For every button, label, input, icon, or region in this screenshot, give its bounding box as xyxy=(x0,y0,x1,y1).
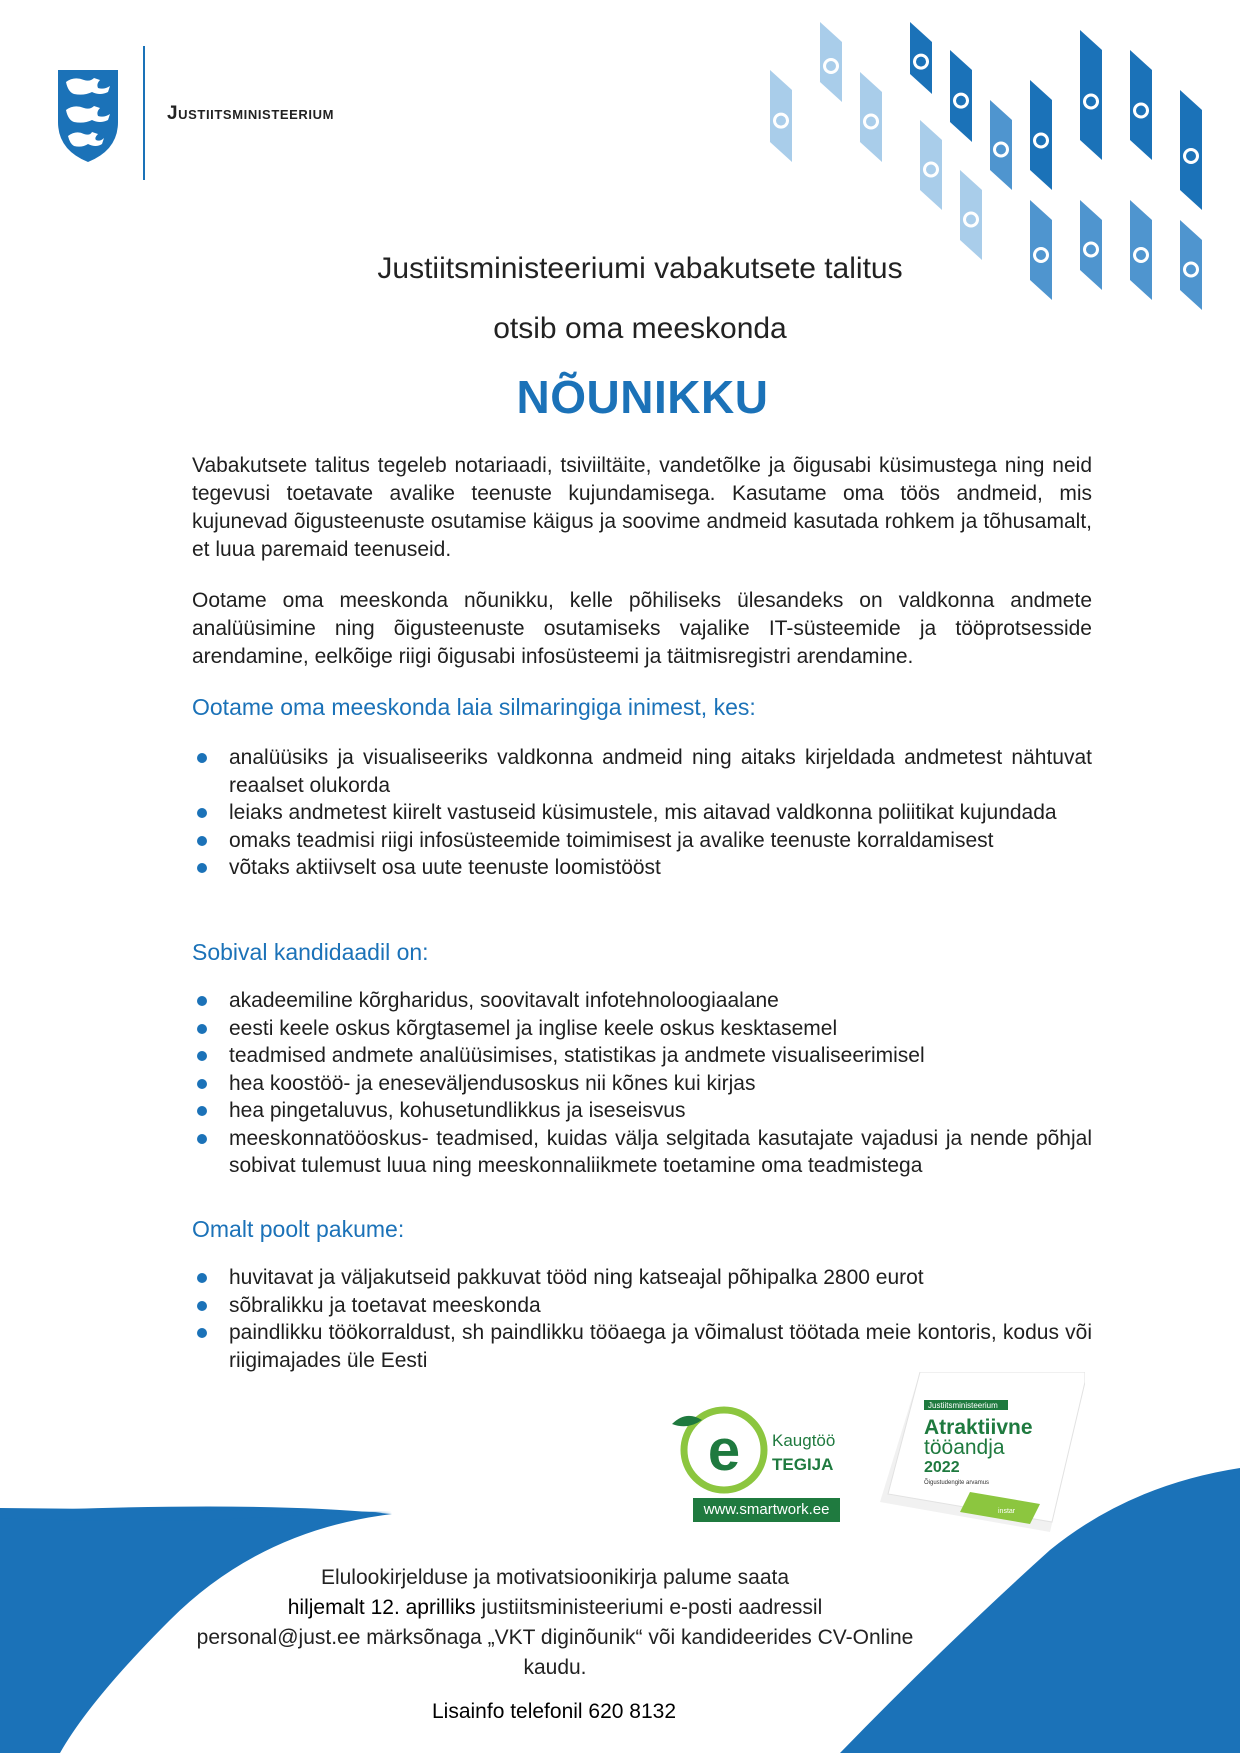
stripe-dot-fill-5 xyxy=(996,145,1006,155)
bullet-icon xyxy=(197,1273,207,1283)
footer-line-1: Elulookirjelduse ja motivatsioonikirja palume saata xyxy=(320,1566,790,1589)
requirements-list xyxy=(192,987,1092,1180)
intro-paragraph-2: Ootame oma meeskonda nõunikku, kelle põhiliseks ülesandeks on valdkonna andmete analüüsimine ning õigusteenuste osutamiseks vajalike IT-süsteemide ja tööprotsesside arendamine, eelkõige riigi õigusabi infosüsteemi ja täitmisregistri arendamine. xyxy=(192,589,1092,668)
list-item: meeskonnatööoskus- teadmised, kuidas välja selgitada kasutajate vajadusi ja nende põhjal sobivat tulemust luua ning meeskonnaliikmete toetamine oma teadmistega xyxy=(192,1125,1092,1180)
svg-text:instar: instar xyxy=(998,1508,1016,1515)
duties-list xyxy=(192,744,1092,882)
bullet-icon xyxy=(197,1134,207,1144)
stripe-dot-fill-11 xyxy=(966,215,976,225)
list-item: hea pingetaluvus, kohusetundlikkus ja iseseisvus xyxy=(192,1097,1092,1125)
stripe-dot-fill-10 xyxy=(926,165,936,175)
bullet-icon xyxy=(197,996,207,1006)
bullet-icon xyxy=(197,1079,207,1089)
list-item: leiaks andmetest kiirelt vastuseid küsimustele, mis aitavad valdkonna poliitikat kujundada xyxy=(192,799,1092,827)
headline-line-1: Justiitsministeeriumi vabakutsete talitus xyxy=(377,252,903,285)
bullet-icon xyxy=(197,1024,207,1034)
stripe-dot-fill-8 xyxy=(1136,106,1146,116)
stripe-dot-fill-0 xyxy=(776,116,786,126)
remote-subtitle: TEGIJA xyxy=(772,1455,834,1474)
stripe-dot-fill-9 xyxy=(1186,151,1196,161)
stripe-dot-fill-3 xyxy=(916,57,926,67)
list-item: eesti keele oskus kõrgtasemel ja inglise keele oskus kesktasemel xyxy=(192,1015,1092,1043)
offer-heading: Omalt poolt pakume: xyxy=(192,1216,405,1242)
contact-phone: Lisainfo telefonil 620 8132 xyxy=(431,1700,677,1723)
stripe-dot-fill-1 xyxy=(826,61,836,71)
stripe-dot-fill-6 xyxy=(1036,136,1046,146)
list-item: omaks teadmisi riigi infosüsteemide toimimisest ja avalike teenuste korraldamisest xyxy=(192,827,1092,855)
stripe-dot-fill-7 xyxy=(1086,97,1096,107)
svg-text:e: e xyxy=(707,1418,741,1483)
bullet-icon xyxy=(197,1051,207,1061)
logo-divider xyxy=(143,46,145,180)
org-name: Justiitsministeerium xyxy=(167,103,335,124)
decorative-stripes xyxy=(760,10,1240,350)
attractive-employer-badge xyxy=(880,1372,1085,1532)
bullet-icon xyxy=(197,808,207,818)
list-item: analüüsiks ja visualiseeriks valdkonna andmeid ning aitaks kirjeldada andmetest nähtuvat reaalset olukorda xyxy=(192,744,1092,799)
deadline: hiljemalt 12. aprilliks xyxy=(287,1596,476,1619)
stripe-dot-fill-4 xyxy=(956,96,966,106)
bullet-icon xyxy=(197,836,207,846)
offer-list xyxy=(192,1264,1092,1374)
position-title: NÕUNIKKU xyxy=(516,371,769,423)
svg-text:Justiitsministeerium: Justiitsministeerium xyxy=(928,1401,998,1410)
footer-line-2: hiljemalt 12. aprilliks justiitsministeeriumi e-posti aadressil xyxy=(287,1596,823,1619)
svg-text:Atraktiivne: Atraktiivne xyxy=(924,1416,1033,1439)
footer-line-3: personal@just.ee märksõnaga „VKT diginõunik“ või kandideerides CV-Online kaudu. xyxy=(196,1626,914,1679)
duties-heading: Ootame oma meeskonda laia silmaringiga inimest, kes: xyxy=(192,694,756,720)
svg-text:tööandja: tööandja xyxy=(924,1436,1005,1459)
svg-text:2022: 2022 xyxy=(924,1459,960,1476)
application-instructions xyxy=(190,1563,920,1683)
remote-title: Kaugtöö xyxy=(772,1431,836,1450)
bullet-icon xyxy=(197,753,207,763)
list-item: teadmised andmete analüüsimises, statistikas ja andmete visualiseerimisel xyxy=(192,1042,1092,1070)
list-item: hea koostöö- ja eneseväljendusoskus nii kõnes kui kirjas xyxy=(192,1070,1092,1098)
list-item: võtaks aktiivselt osa uute teenuste loomistööst xyxy=(192,854,1092,882)
bullet-icon xyxy=(197,1301,207,1311)
requirements-heading: Sobival kandidaadil on: xyxy=(192,939,429,965)
bullet-icon xyxy=(197,863,207,873)
list-item: huvitavat ja väljakutseid pakkuvat tööd ning katseajal põhipalka 2800 eurot xyxy=(192,1264,1092,1292)
headline-line-2: otsib oma meeskonda xyxy=(493,312,787,345)
smartwork-link: www.smartwork.ee xyxy=(693,1498,840,1522)
list-item: akadeemiline kõrgharidus, soovitavalt infotehnoloogiaalane xyxy=(192,987,1092,1015)
coat-of-arms-icon xyxy=(52,64,124,164)
intro-paragraph-1: Vabakutsete talitus tegeleb notariaadi, tsiviiltäite, vandetõlke ja õigusabi küsimustega ning neid tegevusi toetavate avalike teenuste kujundamisega. Kasutame oma töös andmeid, mis kujunevad õigusteenuste osutamise käigus ja soovime andmeid kasutada rohkem ja tõhusamalt, et luua paremaid teenuseid. xyxy=(192,454,1092,561)
list-item: sõbralikku ja toetavat meeskonda xyxy=(192,1292,1092,1320)
bullet-icon xyxy=(197,1106,207,1116)
stripe-dot-fill-2 xyxy=(866,117,876,127)
svg-text:Õigustudengite arvamus: Õigustudengite arvamus xyxy=(924,1480,990,1486)
list-item: paindlikku töökorraldust, sh paindlikku tööaega ja võimalust töötada meie kontoris, kodus või riigimajades üle Eesti xyxy=(192,1319,1092,1374)
bullet-icon xyxy=(197,1328,207,1338)
